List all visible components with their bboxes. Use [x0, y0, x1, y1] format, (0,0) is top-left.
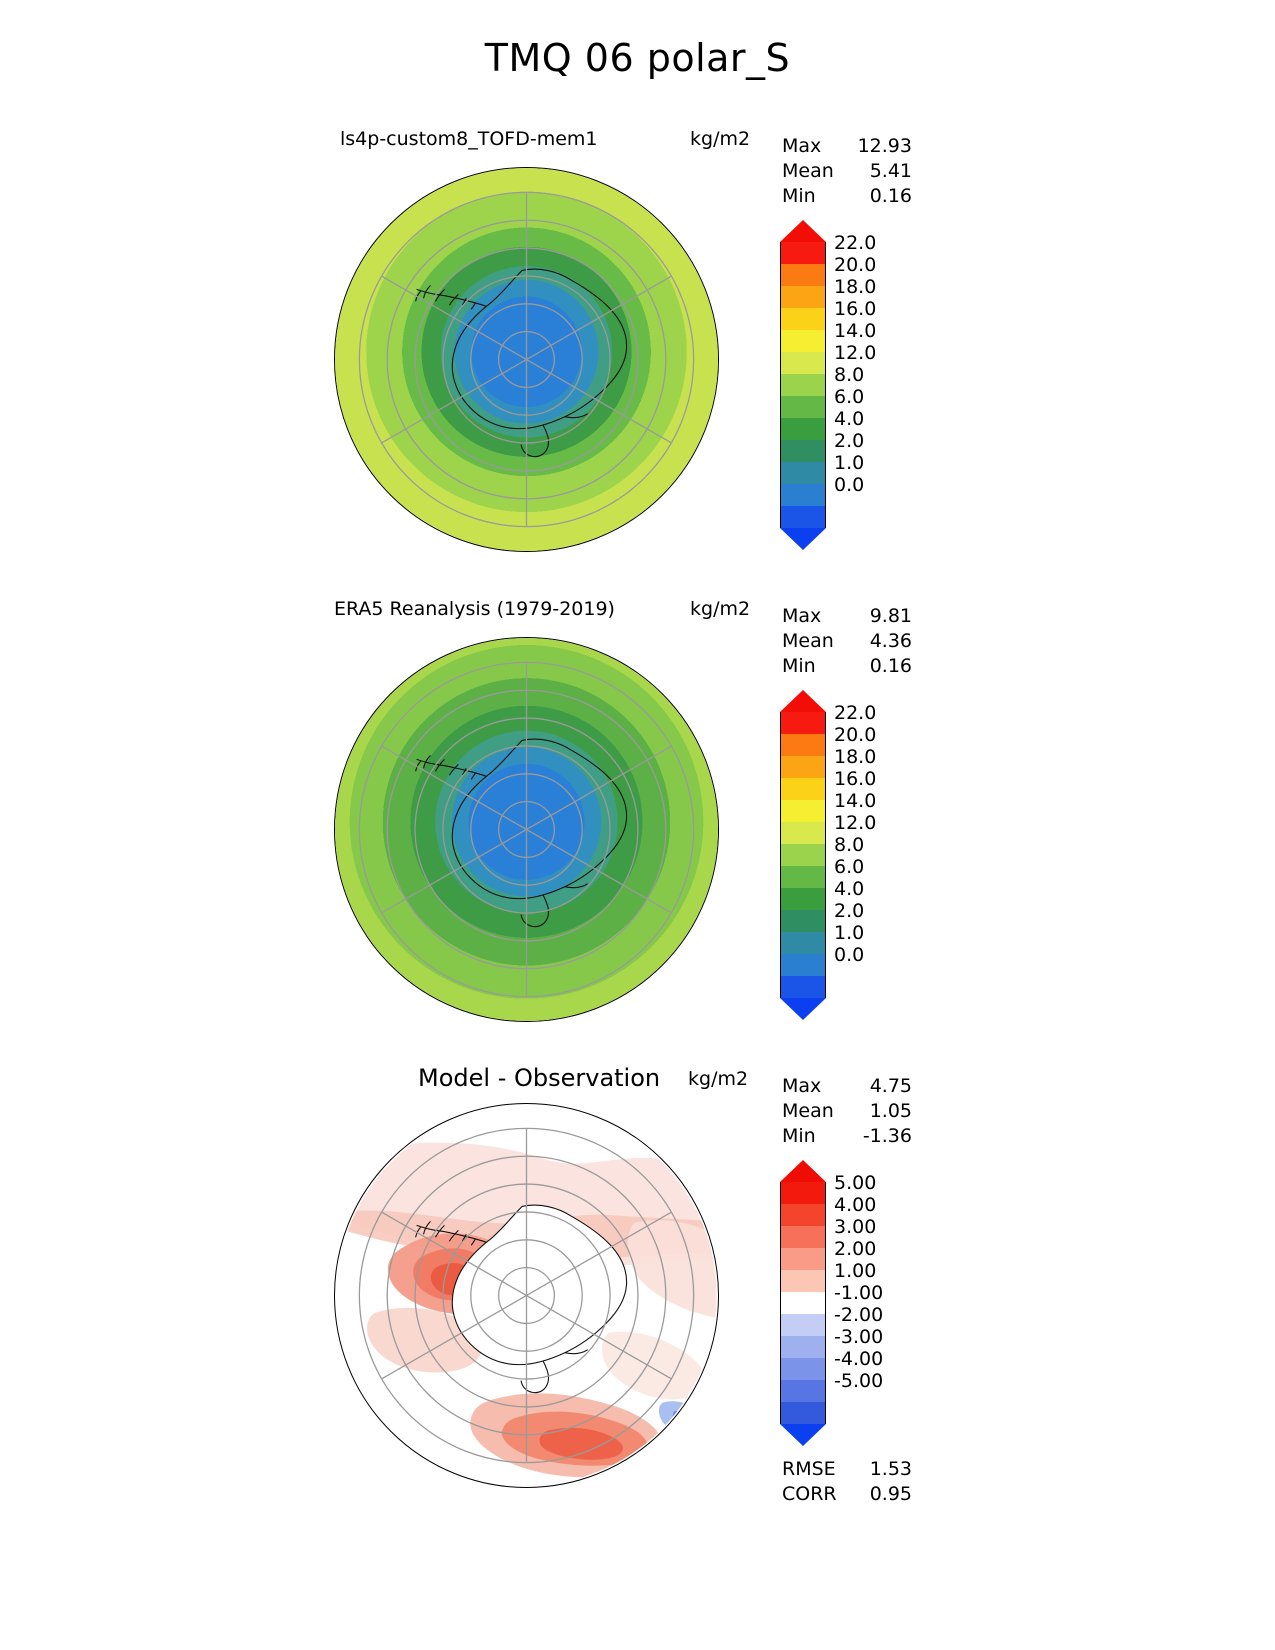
colorbar-segment: [780, 954, 826, 976]
units-label-difference: kg/m2: [688, 1068, 749, 1090]
page-title: TMQ 06 polar_S: [484, 36, 791, 80]
colorbar-segment: [780, 506, 826, 528]
colorbar-over-arrow: [780, 690, 826, 712]
graticule-model: [335, 168, 718, 551]
polar-map-model: [334, 167, 719, 552]
graticule-observation: [335, 638, 718, 1021]
stats-observation: [782, 604, 912, 679]
colorbar-segment: [780, 822, 826, 844]
colorbar-segment: [780, 462, 826, 484]
colorbar-segment: [780, 352, 826, 374]
colorbar-segment: [780, 1248, 826, 1270]
colorbar-segment: [780, 242, 826, 264]
panel-difference: Model - Observation kg/m2 Max 4.75 Mean 1.05 Min -1.36 5.00 4.00 3.00 2.00 1.00 -1.00 -2.00 -3.00 -4.00 -5.00 RMSE 1.53 CORR 0.95: [0, 1050, 1275, 1530]
stat-row: Min 0.16: [782, 185, 912, 207]
colorbar-under-arrow: [780, 528, 826, 550]
stat-row: Max 9.81: [782, 605, 912, 627]
stat-row: CORR 0.95: [782, 1483, 912, 1505]
stat-row: Mean 5.41: [782, 160, 912, 182]
colorbar-segment: [780, 734, 826, 756]
colorbar-segment: [780, 440, 826, 462]
colorbar-segment: [780, 756, 826, 778]
colorbar-segment: [780, 374, 826, 396]
polar-map-observation: [334, 637, 719, 1022]
colorbar-segment: [780, 1336, 826, 1358]
colorbar-under-arrow: [780, 1424, 826, 1446]
colorbar-segment: [780, 1270, 826, 1292]
units-label-observation: kg/m2: [690, 598, 751, 620]
colorbar-segment: [780, 1204, 826, 1226]
colorbar-segment: [780, 1314, 826, 1336]
colorbar-segment: [780, 1226, 826, 1248]
stat-row: Max 12.93: [782, 135, 912, 157]
colorbar-segment: [780, 932, 826, 954]
panel-title-difference: Model - Observation: [418, 1064, 661, 1092]
colorbar-segment: [780, 1402, 826, 1424]
colorbar-under-arrow: [780, 998, 826, 1020]
panel-title-model: ls4p-custom8_TOFD-mem1: [340, 128, 598, 150]
colorbar-segment: [780, 976, 826, 998]
colorbar-segment: [780, 286, 826, 308]
colorbar-segment: [780, 1292, 826, 1314]
colorbar-over-arrow: [780, 220, 826, 242]
stat-row: Min 0.16: [782, 655, 912, 677]
panel-model: ls4p-custom8_TOFD-mem1 kg/m2 Max 12.93 Mean 5.41 Min 0.16 22.0 20.0 18.0 16.0 14.0 12.0 8.0 6.0 4.0 2.0 1.0 0.0: [0, 110, 1275, 570]
stat-row: RMSE 1.53: [782, 1458, 912, 1480]
panel-observation: ERA5 Reanalysis (1979-2019) kg/m2 Max 9.81 Mean 4.36 Min 0.16 22.0 20.0 18.0 16.0 14.0 12.0 8.0 6.0 4.0 2.0 1.0 0.0: [0, 585, 1275, 1045]
colorbar-segment: [780, 418, 826, 440]
stat-row: Mean 1.05: [782, 1100, 912, 1122]
stat-row: Mean 4.36: [782, 630, 912, 652]
colorbar-segment: [780, 1380, 826, 1402]
colorbar-segment: [780, 1358, 826, 1380]
stat-row: Min -1.36: [782, 1125, 912, 1147]
panel-title-observation: ERA5 Reanalysis (1979-2019): [334, 598, 615, 620]
colorbar-segment: [780, 330, 826, 352]
stats-model: [782, 134, 912, 209]
colorbar-segment: [780, 800, 826, 822]
colorbar-segment: [780, 778, 826, 800]
colorbar-segment: [780, 910, 826, 932]
colorbar-over-arrow: [780, 1160, 826, 1182]
stats-difference: [782, 1074, 912, 1149]
stat-row: Max 4.75: [782, 1075, 912, 1097]
polar-map-difference: [334, 1103, 719, 1488]
colorbar-segment: [780, 712, 826, 734]
units-label-model: kg/m2: [690, 128, 751, 150]
colorbar-segment: [780, 484, 826, 506]
colorbar-segment: [780, 264, 826, 286]
colorbar-segment: [780, 396, 826, 418]
colorbar-segment: [780, 888, 826, 910]
graticule-difference: [335, 1104, 718, 1487]
footer-stats-difference: [782, 1457, 912, 1507]
colorbar-segment: [780, 844, 826, 866]
colorbar-segment: [780, 1182, 826, 1204]
colorbar-segment: [780, 866, 826, 888]
colorbar-segment: [780, 308, 826, 330]
